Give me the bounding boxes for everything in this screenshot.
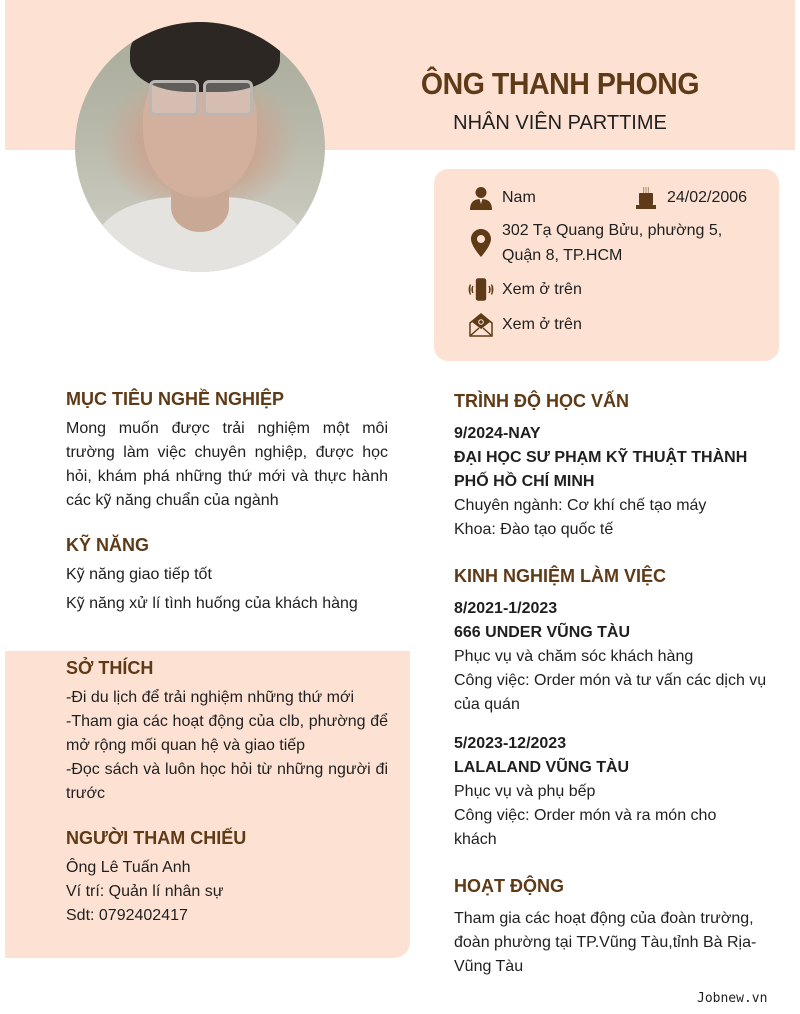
hobby-item: -Đi du lịch để trải nghiệm những thứ mới: [66, 689, 355, 706]
job-company: 666 UNDER VŨNG TÀU: [454, 624, 631, 641]
hobby-item: -Tham gia các hoạt động của clb, phường để mở rộng mối quan hệ và giao tiếp: [66, 713, 388, 754]
birthday-value: 24/02/2006: [667, 189, 748, 206]
hobbies-title: SỞ THÍCH: [66, 658, 154, 678]
job-title: NHÂN VIÊN PARTTIME: [453, 112, 667, 134]
email-icon: [468, 312, 494, 337]
footer-brand: Jobnew.vn: [697, 991, 768, 1006]
phone-row: [468, 277, 582, 302]
references-title: NGƯỜI THAM CHIẾU: [66, 828, 247, 848]
phone-value: Xem ở trên: [502, 281, 582, 298]
candidate-name: ÔNG THANH PHONG: [420, 66, 700, 101]
location-pin-icon: [468, 218, 494, 268]
gender-row: [468, 185, 536, 210]
skill-item: Kỹ năng xử lí tình huống của khách hàng: [66, 595, 358, 612]
job-duties: Công việc: Order món và tư vấn các dịch vụ của quán: [454, 672, 767, 713]
job-period: 5/2023-12/2023: [454, 735, 567, 752]
contact-card: [434, 169, 779, 361]
address-line-1: 302 Tạ Quang Bửu, phường 5,: [502, 222, 723, 239]
job-role: Phục vụ và chăm sóc khách hàng: [454, 648, 694, 665]
birthday-cake-icon: [633, 185, 659, 210]
experience-title: KINH NGHIỆM LÀM VIỆC: [454, 566, 667, 586]
education-period: 9/2024-NAY: [454, 425, 541, 442]
reference-name: Ông Lê Tuấn Anh: [66, 859, 191, 876]
job-company: LALALAND VŨNG TÀU: [454, 759, 630, 776]
user-icon: [468, 185, 494, 210]
skill-item: Kỹ năng giao tiếp tốt: [66, 566, 212, 583]
activities-title: HOẠT ĐỘNG: [454, 876, 564, 896]
email-row: [468, 312, 582, 337]
skills-title: KỸ NĂNG: [66, 535, 150, 555]
education-title: TRÌNH ĐỘ HỌC VẤN: [454, 391, 629, 411]
photo-glasses-left: [149, 80, 199, 116]
profile-photo: [75, 22, 325, 272]
address-line-2: Quận 8, TP.HCM: [502, 247, 623, 264]
email-value: Xem ở trên: [502, 316, 582, 333]
activities-body: Tham gia các hoạt động của đoàn trường, đoàn phường tại TP.Vũng Tàu,tỉnh Bà Rịa-Vũng Tàu: [454, 910, 757, 975]
phone-icon: [468, 277, 494, 302]
job-period: 8/2021-1/2023: [454, 600, 558, 617]
objective-title: MỤC TIÊU NGHỀ NGHIỆP: [66, 389, 285, 409]
hobby-item: -Đọc sách và luôn học hỏi từ những người đi trước: [66, 761, 388, 802]
photo-glasses-right: [203, 80, 253, 116]
job-role: Phục vụ và phụ bếp: [454, 783, 596, 800]
education-school: ĐẠI HỌC SƯ PHẠM KỸ THUẬT THÀNH PHỐ HỒ CHÍ MINH: [454, 449, 748, 490]
address-row: [468, 218, 722, 268]
education-major: Chuyên ngành: Cơ khí chế tạo máy: [454, 497, 707, 514]
objective-body: Mong muốn được trải nghiệm một môi trường làm việc chuyên nghiệp, được học hỏi, khám phá những thứ mới và thực hành các kỹ năng chuẩn của ngành: [66, 420, 388, 509]
birthday-row: [633, 185, 747, 210]
job-duties: Công việc: Order món và ra món cho khách: [454, 807, 717, 848]
gender-value: Nam: [502, 189, 536, 206]
reference-position: Ví trí: Quản lí nhân sự: [66, 883, 224, 900]
education-faculty: Khoa: Đào tạo quốc tế: [454, 521, 614, 538]
reference-phone: Sdt: 0792402417: [66, 907, 188, 924]
address-value: [502, 218, 722, 268]
